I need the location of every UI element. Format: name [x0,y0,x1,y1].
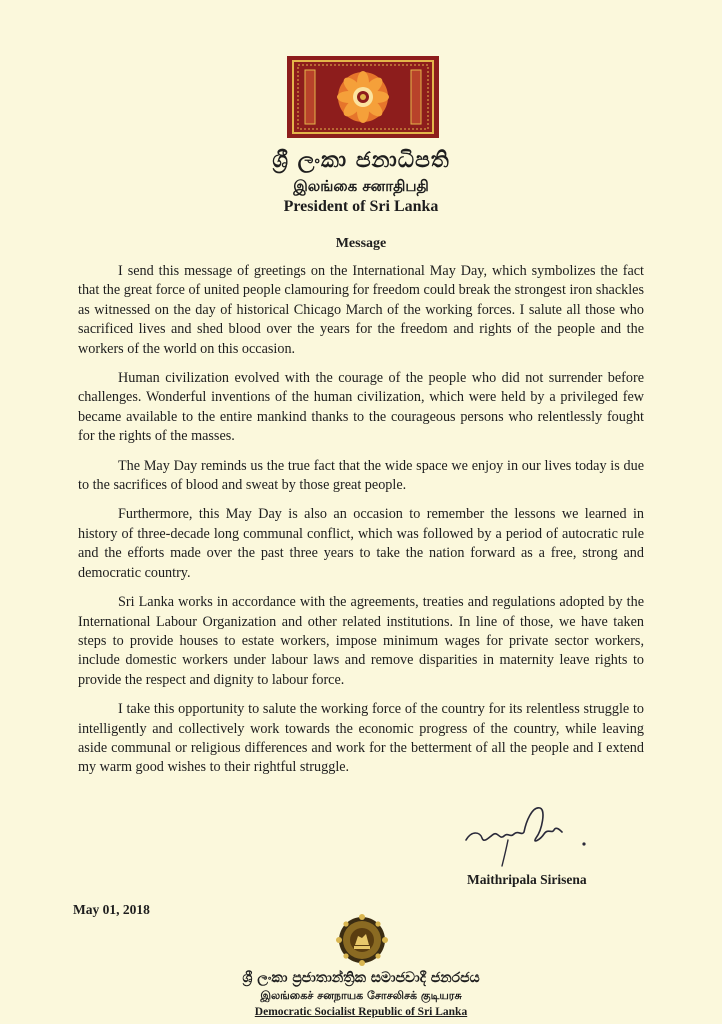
footer-sinhala-title: ශ්‍රී ලංකා ප්‍රජාතාන්ත්‍රික සමාජවාදී ජනරජය [242,970,480,986]
message-title: Message [335,236,387,251]
message-paragraph: Sri Lanka works in accordance with the agreements, treaties and regulations adopted by the International Labour Organization and other related institutions. In line of those, we have taken steps to provide houses to estate workers, impose minimum wages for private sector workers, include domestic workers under labour laws and remove disparities in maternity leave rights to provide the respect and dignity to labour force. [78,594,644,688]
message-paragraph: I send this message of greetings on the International May Day, which symbolizes the fact that the great force of united people clamouring for freedom could break the strongest iron shackles as witnessed on the day of historical Chicago March of the working forces. I salute all those who sacrificed lives and shed blood over the years for the freedom and rights of the people and the workers of the world on this occasion. [78,263,644,357]
letterhead-english-title: President of Sri Lanka [283,198,439,215]
presidential-flag-emblem [287,56,439,138]
message-paragraph: I take this opportunity to salute the working force of the country for its relentless struggle to intelligently and collectively work towards the economic progress of the country, while leaving aside communal or religious differences and work for the betterment of all the people and I extend my warm good wishes to their rightful struggle. [78,701,644,776]
footer-tamil-title: இலங்கைச் சனநாயக சோசலிசக் குடியரசு [260,989,462,1002]
message-body [78,262,644,788]
letterhead-tamil-title: இலங்கை சனாதிபதி [293,177,429,195]
national-emblem-seal [336,912,388,968]
message-paragraph: Furthermore, this May Day is also an occasion to remember the lessons we learned in history of three-decade long communal conflict, which was followed by a period of autocratic rule and the efforts made over the past three years to take the nation forward as a free, strong and democratic country. [78,506,644,581]
letter-date: May 01, 2018 [73,902,150,917]
signer-name: Maithripala Sirisena [467,872,587,887]
footer-english-title: Democratic Socialist Republic of Sri Lanka [254,1006,468,1018]
letterhead-sinhala-title: ශ්‍රී ලංකා ජනාධිපති [272,148,450,173]
handwritten-signature [460,800,600,870]
message-paragraph: The May Day reminds us the true fact that the wide space we enjoy in our lives today is due to the sacrifices of blood and sweat by those great people. [78,457,644,494]
message-paragraph: Human civilization evolved with the courage of the people who did not surrender before challenges. Wonderful inventions of the human civilization, which were held by a privileged few became available to the entire mankind thanks to the courageous persons who relentlessly fought for the rights of the masses. [78,370,644,445]
